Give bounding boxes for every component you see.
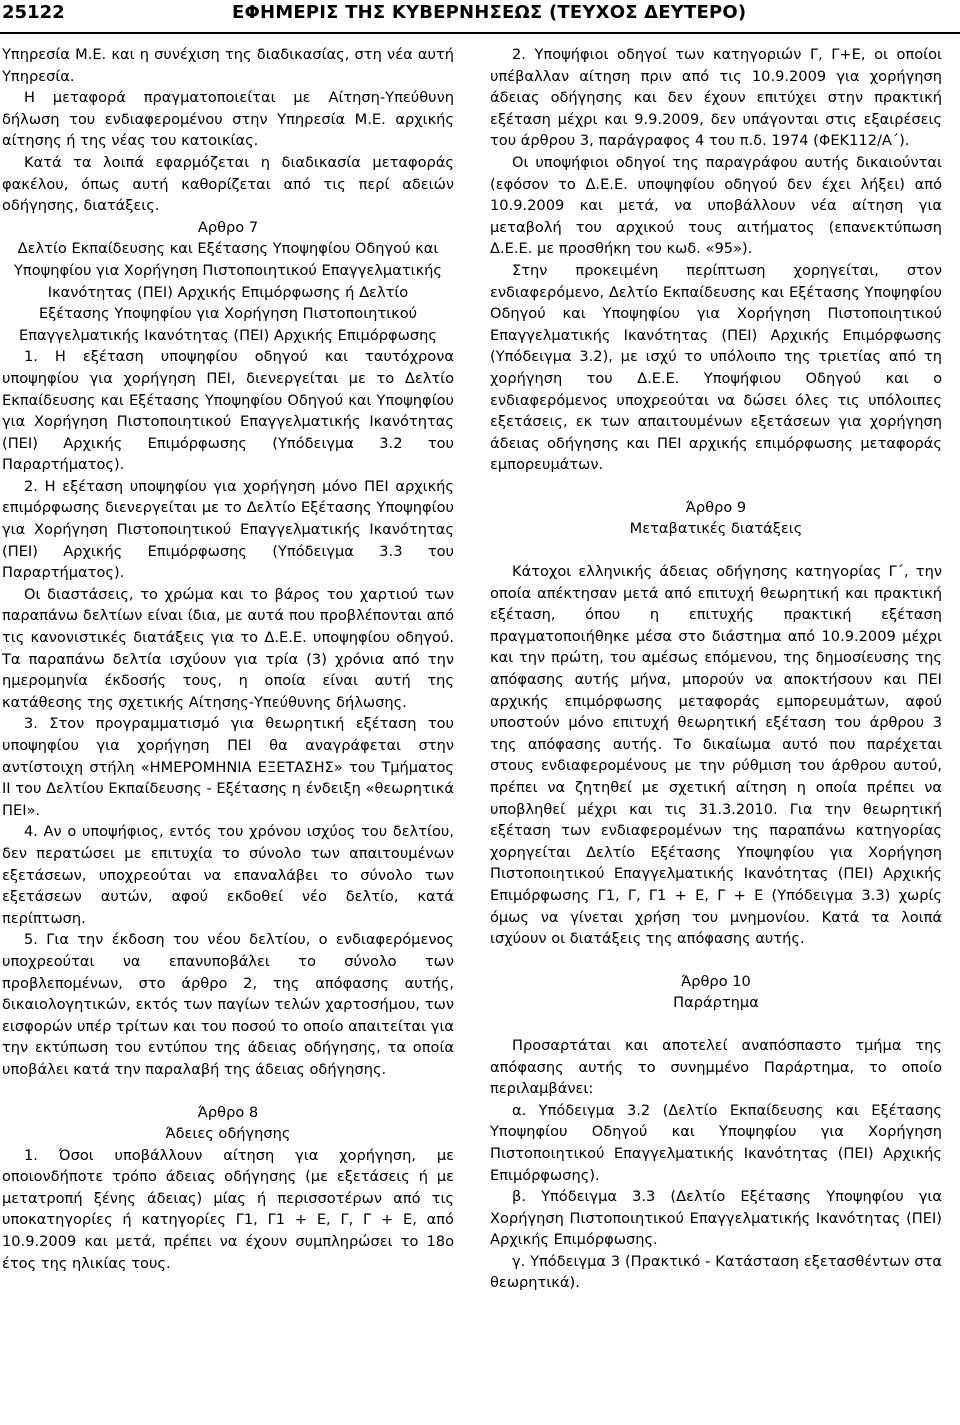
- article-10-heading: Παράρτημα: [673, 994, 759, 1012]
- list-item: β. Υπόδειγμα 3.3 (Δελτίο Εξέτασης Υποψηφίου για Χορήγηση Πιστοποιητικού Επαγγελματικής Ικανότητας (ΠΕΙ) Αρχικής Επιμόρφωσης.: [490, 1188, 942, 1249]
- list-item: γ. Υπόδειγμα 3 (Πρακτικό - Κατάσταση εξετασθέντων στα θεωρητικά).: [490, 1252, 942, 1292]
- paragraph: 5. Για την έκδοση του νέου δελτίου, ο ενδιαφερόμενος υποχρεούται να επανυποβάλει το σύνολο των προβλεπομένων, στο άρθρο 2, της απόφασης αυτής, δικαιολογητικών, εκτός των παγίων τελών χαρτοσήμου, των εισφορών υπέρ τρίτων και του ποσού το οποίο απαιτείται για την εκτύπωση του εντύπου της άδειας οδήγησης, τα οποία υποβάλει κατά την παραλαβή της άδειας οδήγησης.: [2, 931, 454, 1078]
- paragraph: 4. Αν ο υποψήφιος, εντός του χρόνου ισχύος του δελτίου, δεν περατώσει με επιτυχία το σύνολο των απαιτουμένων εξετάσεων, υποχρεούται να επαναλάβει το σύνολο των εξετάσεων αυτών, αφού εκδοθεί νέο δελτίο, κατά περίπτωση.: [2, 823, 454, 927]
- article-10-title: Άρθρο 10: [681, 972, 751, 990]
- paragraph: 3. Στον προγραμματισμό για θεωρητική εξέταση του υποψηφίου για χορήγηση ΠΕΙ θα αναγράφεται στην αντίστοιχη στήλη «ΗΜΕΡΟΜΗΝΙΑ ΕΞΕΤΑΣΗΣ» του Τμήματος ΙΙ του Δελτίου Εκπαίδευσης - Εξέτασης η ένδειξη «θεωρητικά ΠΕΙ».: [2, 715, 454, 819]
- page-header: [0, 0, 960, 36]
- paragraph: Κατά τα λοιπά εφαρμόζεται η διαδικασία μεταφοράς φακέλου, όπως αυτή καθορίζεται από τις περί αδειών οδήγησης, διατάξεις.: [2, 153, 454, 215]
- paragraph: 1. Όσοι υποβάλλουν αίτηση για χορήγηση, με οποιονδήποτε τρόπο άδειας οδήγησης (με εξετάσεις ή με μετατροπή ξένης άδειας) μίας ή περισσοτέρων από τις υποκατηγορίες ή κατηγορίες Γ1, Γ1 + Ε, Γ, Γ + Ε, από 10.9.2009 και μετά, πρέπει να έχουν συμπληρώσει το 18ο έτος της ηλικίας τους.: [2, 1146, 454, 1272]
- paragraph: Υπηρεσία Μ.Ε. και η συνέχιση της διαδικασίας, στη νέα αυτή Υπηρεσία.: [2, 46, 454, 85]
- list-item: α. Υπόδειγμα 3.2 (Δελτίο Εκπαίδευσης και Εξέτασης Υποψηφίου Οδηγού και Υποψηφίου για Χορήγηση Πιστοποιητικού Επαγγελματικής Ικανότητας (ΠΕΙ) Αρχικής Επιμόρφωσης).: [490, 1101, 942, 1184]
- paragraph: 1. Η εξέταση υποψηφίου οδηγού και ταυτόχρονα υποψηφίου για χορήγηση ΠΕΙ, διενεργείται με το Δελτίο Εκπαίδευσης και Εξέτασης Υποψηφίου Οδηγού και Υποψηφίου για Χορήγηση Πιστοποιητικού Επαγγελματικής Ικανότητας (ΠΕΙ) Αρχικής Επιμόρφωσης (Υπόδειγμα 3.2 του Παραρτήματος).: [2, 348, 454, 474]
- article-8-heading: Άδειες οδήγησης: [165, 1125, 291, 1143]
- article-9-title: Άρθρο 9: [685, 498, 747, 516]
- paragraph: 2. Υποψήφιοι οδηγοί των κατηγοριών Γ, Γ+Ε, οι οποίοι υπέβαλλαν αίτηση πριν από τις 10.9.2009 για χορήγηση άδειας οδήγησης και δεν έχουν επιτύχει στην πρακτική εξέταση μέχρι και 9.9.2009, δεν υπάγονται στις εξαιρέσεις του άρθρου 3, παράγραφος 4 του π.δ. 1974 (ΦΕΚ112/Α΄).: [490, 46, 942, 150]
- paragraph: Προσαρτάται και αποτελεί αναπόσπαστο τμήμα της απόφασης αυτής το συνημμένο Παράρτημα, το οποίο περιλαμβάνει:: [490, 1036, 942, 1098]
- article-8-title: Άρθρο 8: [197, 1103, 259, 1121]
- article-9-heading: Μεταβατικές διατάξεις: [629, 520, 803, 538]
- page-number: 25122: [2, 2, 65, 23]
- right-column: [490, 44, 942, 1294]
- paragraph: Στην προκειμένη περίπτωση χορηγείται, στον ενδιαφερόμενο, Δελτίο Εκπαίδευσης και Εξέτασης Υποψηφίου Οδηγού και Υποψηφίου για Χορήγηση Πιστοποιητικού Επαγγελματικής Ικανότητας (ΠΕΙ) Αρχικής Επιμόρφωσης (Υπόδειγμα 3.2), με ισχύ το υπόλοιπο της τριετίας από τη χορήγηση του Δ.Ε.Ε. Υποψήφιου Οδηγού και ο ενδιαφερόμενος υποχρεούται να δώσει όλες τις υπόλοιπες εξετάσεις, εκ των απαιτουμένων εξετάσεων για χορήγηση άδειας οδήγησης και ΠΕΙ αρχικής επιμόρφωσης μεταφοράς εμπορευμάτων.: [490, 261, 942, 474]
- gazette-title: ΕΦΗΜΕΡΙΣ ΤΗΣ ΚΥΒΕΡΝΗΣΕΩΣ (ΤΕΥΧΟΣ ΔΕΥΤΕΡΟ): [232, 2, 747, 23]
- paragraph: Οι υποψήφιοι οδηγοί της παραγράφου αυτής δικαιούνται (εφόσον το Δ.Ε.Ε. υποψηφίου οδηγού δεν έχει λήξει) από 10.9.2009 και μετά, να υποβάλλουν νέα αίτηση για μεταβολή του αρχικού τους αιτήματος (επανεκτύπωση Δ.Ε.Ε. με προσθήκη του κωδ. «95»).: [490, 153, 942, 258]
- paragraph: 2. Η εξέταση υποψηφίου για χορήγηση μόνο ΠΕΙ αρχικής επιμόρφωσης διενεργείται με το Δελτίο Εξέτασης Υποψηφίου για Χορήγηση Πιστοποιητικού Επαγγελματικής Ικανότητας (ΠΕΙ) Αρχικής Επιμόρφωσης (Υπόδειγμα 3.3 του Παραρτήματος).: [2, 477, 454, 582]
- header-rule: [0, 32, 960, 34]
- paragraph: Κάτοχοι ελληνικής άδειας οδήγησης κατηγορίας Γ΄, την οποία απέκτησαν μετά από επιτυχή θεωρητική και πρακτική εξέταση, όπου η επιτυχής πρακτική εξέταση πραγματοποιήθηκε μέσα στο διάστημα από 10.9.2009 μέχρι και την πρώτη, του αμέσως επόμενου, της δημοσίευσης της απόφασης αυτής μήνα, μπορούν να αποκτήσουν και ΠΕΙ αρχικής επιμόρφωσης μεταφοράς εμπορευμάτων, αφού υποστούν μόνο επιτυχή θεωρητική εξέταση του άρθρου 3 της απόφασης αυτής. Το δικαίωμα αυτό που παρέχεται στους ενδιαφερομένους με την ρύθμιση του άρθρου αυτού, πρέπει να ζητηθεί με σχετική αίτηση η οποία πρέπει να υποβληθεί μέχρι και τις 31.3.2010. Για την θεωρητική εξέταση των ενδιαφερομένων της παραπάνω κατηγορίας χορηγείται Δελτίο Εξέτασης Υποψηφίου για Χορήγηση Πιστοποιητικού Επαγγελματικής Ικανότητας (ΠΕΙ) Αρχικής Επιμόρφωσης Γ1, Γ, Γ1 + Ε, Γ + Ε (Υπόδειγμα 3.3) χωρίς όμως να γίνεται χρήση του μνημονίου. Κατά τα λοιπά ισχύουν οι διατάξεις της απόφασης αυτής.: [490, 563, 942, 948]
- paragraph: Οι διαστάσεις, το χρώμα και το βάρος του χαρτιού των παραπάνω δελτίων είναι ίδια, με αυτά που προβλέπονται από τις κανονιστικές διατάξεις για το Δ.Ε.Ε. υποψηφίου οδηγού. Τα παραπάνω δελτία ισχύουν για τρία (3) χρόνια από την ημερομηνία έκδοσής τους, η οποία είναι αυτή της κατάθεσης της σχετικής Αίτησης-Υπεύθυνης δήλωσης.: [2, 585, 454, 711]
- article-7-heading: Δελτίο Εκπαίδευσης και Εξέτασης Υποψηφίου Οδηγού και Υποψηφίου για Χορήγηση Πιστοποιητικού Επαγγελματικής Ικανότητας (ΠΕΙ) Αρχικής Επιμόρφωσης ή Δελτίο Εξέτασης Υποψηφίου για Χορήγηση Πιστοποιητικού Επαγγελματικής Ικανότητας (ΠΕΙ) Αρχικής Επιμόρφωσης: [14, 240, 442, 344]
- left-column: [2, 44, 454, 1274]
- article-7-title: Αρθρο 7: [197, 218, 259, 236]
- paragraph: Η μεταφορά πραγματοποιείται με Αίτηση-Υπεύθυνη δήλωση του ενδιαφερομένου στην Υπηρεσία Μ.Ε. αρχικής αίτησης ή της νέας του κατοικίας.: [2, 89, 454, 150]
